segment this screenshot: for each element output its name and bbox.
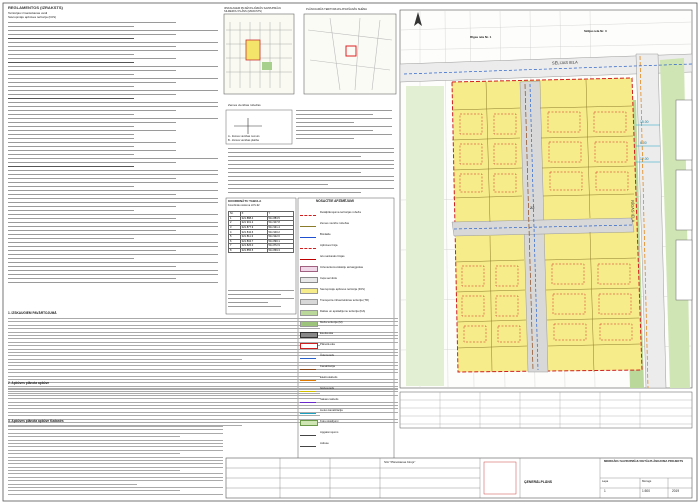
legend-swatch [300,266,318,272]
legend-swatch [300,420,318,426]
legend-item [300,208,392,219]
legend-item [300,219,392,230]
legend-item [300,230,392,241]
legend-item [300,428,392,439]
dim-label-1: 15.00 [640,120,649,124]
legend-swatch [300,255,316,260]
title-block-sheet-label: Lapa [602,479,609,483]
legend-swatch [300,244,316,249]
coords-cell: 511 907.8 [267,221,294,226]
legend-label: Apbūves līnija [320,243,338,247]
coords-cell: 321 842.6 [240,230,267,235]
regulations-line-2: Savrupmāju apbūves teritorija (DzS) [8,15,57,19]
legend-small-a: A - Zemes vienības numurs [228,135,260,138]
legend-item [300,263,392,274]
coords-cell: 1 [229,216,241,221]
legend-swatch [300,365,316,370]
legend-swatch [300,431,316,436]
legend-label: Savrupmāju apbūves teritorija (DzS) [320,287,365,291]
legend-label: Gāzesvads [320,386,334,390]
legend-item [300,362,392,373]
coords-cell: 8 [229,248,241,253]
legend-small-b: B - Zemes vienības platība [228,139,259,142]
legend-swatch [300,277,318,283]
legend-notes [296,110,392,142]
legend-label: Adrese [320,441,329,445]
legend-item [300,373,392,384]
inset-1-title: IZSKAUGIEM PILSĒTAS AĪZRĀS SAVRUPMĀJU SILMEROU PLĀNS (IZRAKSTS) [224,7,282,13]
coords-header-nr: Nr. [229,212,241,217]
notes-block [228,148,394,196]
coords-table-title: KOORDINĀTU TABULA [228,199,262,203]
coords-cell: 4 [229,230,241,235]
conventions-list [300,208,392,450]
coords-cell: 511 922.6 [267,234,294,239]
coords-cell: 6 [229,239,241,244]
dim-label-2: 6.00 [640,141,647,145]
legend-swatch [300,299,318,305]
legend-item [300,351,392,362]
coords-notes [228,290,294,310]
legend-label: Lietus kanalizācija [320,408,343,412]
coords-cell: 321 826.0 [240,244,267,249]
legend-item [300,395,392,406]
legend-item [300,241,392,252]
legend-label: Ūdensvads [320,353,334,357]
title-block-project-name: MIKROĀKU SAVRUPMĀJU DETĀLPLĀNOJUMA PROJEKTS [604,459,684,463]
legend-small-title: Zemes vienības robežas [228,103,261,107]
legend-item [300,307,392,318]
coords-cell: 321 804.7 [240,239,267,244]
title-block-org: SIA "Plānošanas birojs" [384,460,416,464]
coords-cell: 3 [229,225,241,230]
legend-label: Kanalizācija [320,364,335,368]
section-c-title: 3. Apbūves plānota apbūve Kadastrs [8,419,64,423]
legend-swatch [300,354,316,359]
section-a-title: 1. IZSKAUGIEM PAVĀRTOJUMĀ [8,311,57,315]
coords-cell: 321 877.9 [240,225,267,230]
legend-swatch [300,387,316,392]
legend-swatch [300,398,316,403]
regulations-line-1: Teritorijas izmantošanas veidi [8,11,48,15]
legend-swatch [300,442,316,447]
street-label-right: RĪGAS IELA [630,199,636,223]
lots-count: 22 [530,205,535,210]
coords-table [228,211,294,253]
dim-label-3: 12.00 [640,157,649,161]
legend-label: Elektrokabelis [320,375,338,379]
legend-label: Ceļa servitūts [320,276,337,280]
legend-item [300,406,392,417]
legend-item [300,318,392,329]
legend-item [300,340,392,351]
coords-cell: 321 901.2 [240,221,267,226]
legend-swatch [300,343,318,349]
legend-label: Koku stādījumi [320,419,339,423]
legend-item [300,384,392,395]
legend-label: Ielu sarkanās līnijas [320,254,345,258]
title-block-sheet-num: 1 [604,489,606,493]
legend-item [300,296,392,307]
coords-cell: 5 [229,234,241,239]
legend-swatch [300,376,316,381]
title-block-project-sub: ĢENERĀLPLĀNS [524,480,553,484]
legend-item [300,285,392,296]
legend-label: Esošā ēka [320,331,334,335]
regulations-text-block [8,22,218,286]
legend-label: Meža teritorija (M) [320,320,343,324]
coords-cell: 321 888.4 [240,216,267,221]
coords-cell: 511 872.9 [267,244,294,249]
legend-label: Būvlaide [320,232,331,236]
coords-cell: 2 [229,221,241,226]
legend-swatch [300,310,318,316]
legend-item [300,439,392,450]
legend-swatch [300,222,316,227]
regulations-title: REGLAMENTOS (IZRAKSTS) [8,5,63,10]
legend-label: Apgaismojums [320,430,339,434]
legend-label: Sakaru kabelis [320,397,339,401]
title-block-date: 2019 [672,489,680,493]
plot-label-b: Sēlijas iela Nr. 3 [584,29,607,33]
section-b-title: 2. Apbūves plānota apbūve [8,381,50,385]
legend-swatch [300,321,318,327]
street-label-top: SĒLIJAS IELA [551,59,578,66]
coords-cell: 511 869.3 [267,248,294,253]
coords-cell: 321 811.3 [240,234,267,239]
coords-cell: 321 855.5 [240,248,267,253]
conventions-title: NOSACĪTIE APZĪMĒJUMI [316,199,354,203]
coords-table-subtitle: Koordinātu sistēma LKS-92 [228,204,260,207]
legend-item [300,252,392,263]
legend-item [300,329,392,340]
title-block-scale: 1:500 [642,489,650,493]
coords-cell: 511 883.5 [267,216,294,221]
title-block-scale-label: Mērogs [642,479,652,483]
inset-2-title: PLĀNOJAMĀS TERITORIJAS ATRAŠANĀS SHĒMA [306,8,367,11]
plot-label-a: Rīgas iela Nr. 1 [470,35,492,39]
legend-swatch [300,409,316,414]
coords-header-y: Y [267,212,294,217]
legend-item [300,417,392,428]
coords-cell: 7 [229,244,241,249]
legend-item [300,274,392,285]
coords-cell: 511 940.2 [267,230,294,235]
coords-cell: 511 890.1 [267,239,294,244]
legend-label: Inženierkomunikāciju aizsargjoslas [320,265,364,269]
legend-label: Plānotā ēka [320,342,335,346]
table-row [229,248,294,253]
legend-label: Dabas un apstādījumu teritorija (DA) [320,309,366,313]
legend-swatch [300,211,316,216]
legend-swatch [300,288,318,294]
legend-swatch [300,233,316,238]
coords-header-x: X [240,212,267,217]
legend-label: Transporta infrastruktūras teritorija (TR) [320,298,370,302]
legend-label: Zemes vienību robežas [320,221,350,225]
coords-cell: 511 931.4 [267,225,294,230]
legend-label: Detālplānojuma teritorijas robeža [320,210,361,214]
legend-swatch [300,332,318,338]
explanatory-text-block-3 [8,426,223,497]
